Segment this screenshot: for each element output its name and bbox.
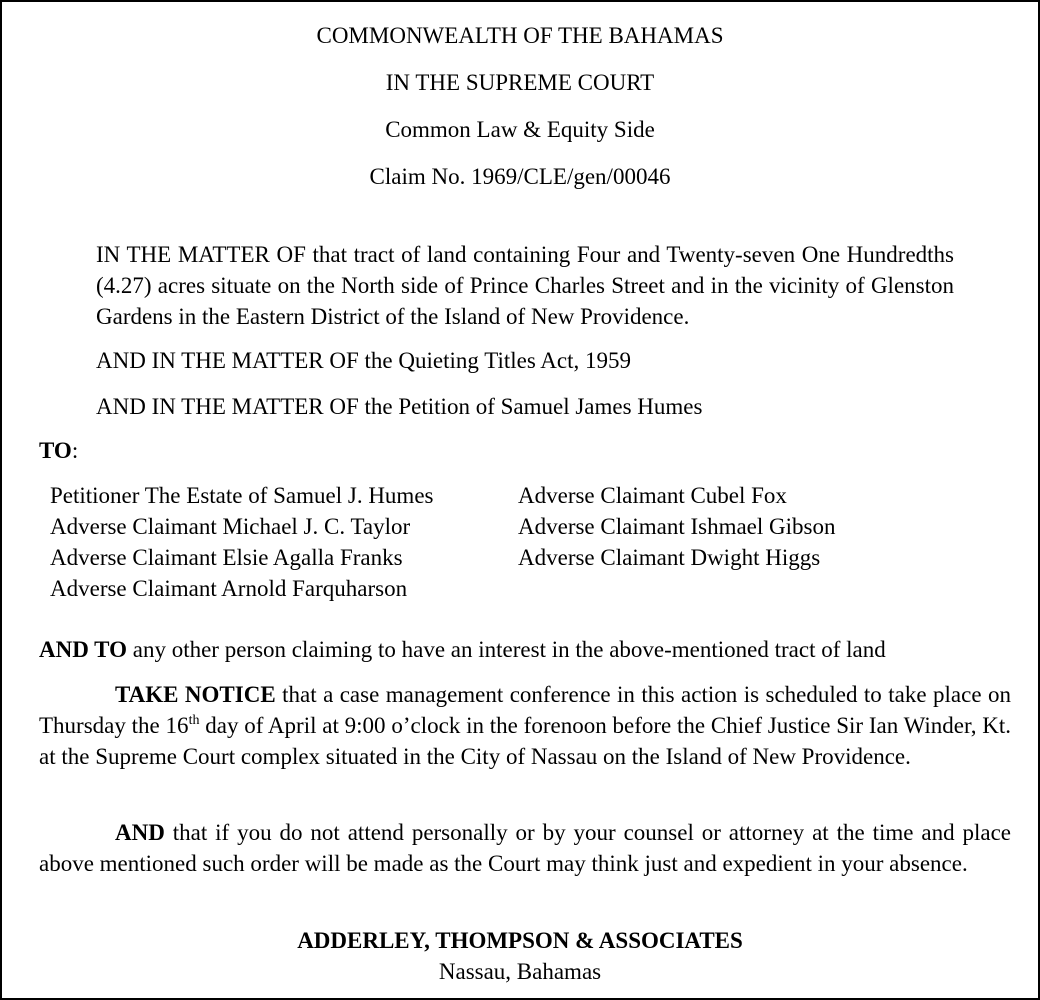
take-notice-ordinal-suffix: th — [188, 713, 200, 728]
recipient-right-2: Adverse Claimant Ishmael Gibson — [518, 514, 836, 539]
and-paragraph-text: that if you do not attend personally or by your counsel or attorney at the time and place above mentioned such order will be made as the Court may think just and expedient in your absence. — [39, 820, 1011, 876]
and-paragraph — [39, 817, 1011, 879]
to-heading — [39, 435, 78, 466]
take-notice-lead: TAKE NOTICE — [115, 682, 276, 707]
to-label: TO — [39, 438, 72, 463]
header-side: Common Law & Equity Side — [385, 117, 655, 142]
take-notice-text-1: that a case management conference in this action is scheduled to take place on Thursday the 16 — [39, 682, 1011, 738]
signature-firm: ADDERLEY, THOMPSON & ASSOCIATES — [297, 928, 743, 953]
recipient-left-2: Adverse Claimant Michael J. C. Taylor — [50, 514, 411, 539]
and-to-lead: AND TO — [39, 637, 127, 662]
signature-location: Nassau, Bahamas — [438, 959, 602, 984]
recipient-right-1: Adverse Claimant Cubel Fox — [518, 483, 787, 508]
and-paragraph-lead: AND — [115, 820, 165, 845]
take-notice-text-2: day of April at 9:00 o’clock in the forenoon before the Chief Justice Sir Ian Winder, Kt. at the Supreme Court complex situated in the City of Nassau on the Island of New Providence. — [39, 713, 1011, 769]
matter-tract-of-land: IN THE MATTER OF that tract of land containing Four and Twenty-seven One Hundredths (4.27) acres situate on the North side of Prince Charles Street and in the vicinity of Glenston Gardens in the Eastern District of the Island of New Providence. — [96, 242, 954, 329]
recipient-left-3: Adverse Claimant Elsie Agalla Franks — [50, 545, 403, 570]
recipient-left-4: Adverse Claimant Arnold Farquharson — [50, 576, 408, 601]
take-notice-paragraph — [39, 679, 1011, 772]
and-to-rest: any other person claiming to have an interest in the above-mentioned tract of land — [126, 637, 886, 662]
and-to-line — [39, 634, 886, 665]
header-court: IN THE SUPREME COURT — [385, 70, 655, 95]
header-claim-number: Claim No. 1969/CLE/gen/00046 — [369, 164, 671, 189]
matter-petition: AND IN THE MATTER OF the Petition of Samuel James Humes — [96, 394, 703, 419]
recipient-right-3: Adverse Claimant Dwight Higgs — [518, 545, 821, 570]
recipient-left-1: Petitioner The Estate of Samuel J. Humes — [50, 483, 434, 508]
header-country: COMMONWEALTH OF THE BAHAMAS — [316, 23, 724, 48]
to-colon: : — [71, 438, 79, 463]
matter-quieting-titles-act: AND IN THE MATTER OF the Quieting Titles Act, 1959 — [96, 348, 631, 373]
